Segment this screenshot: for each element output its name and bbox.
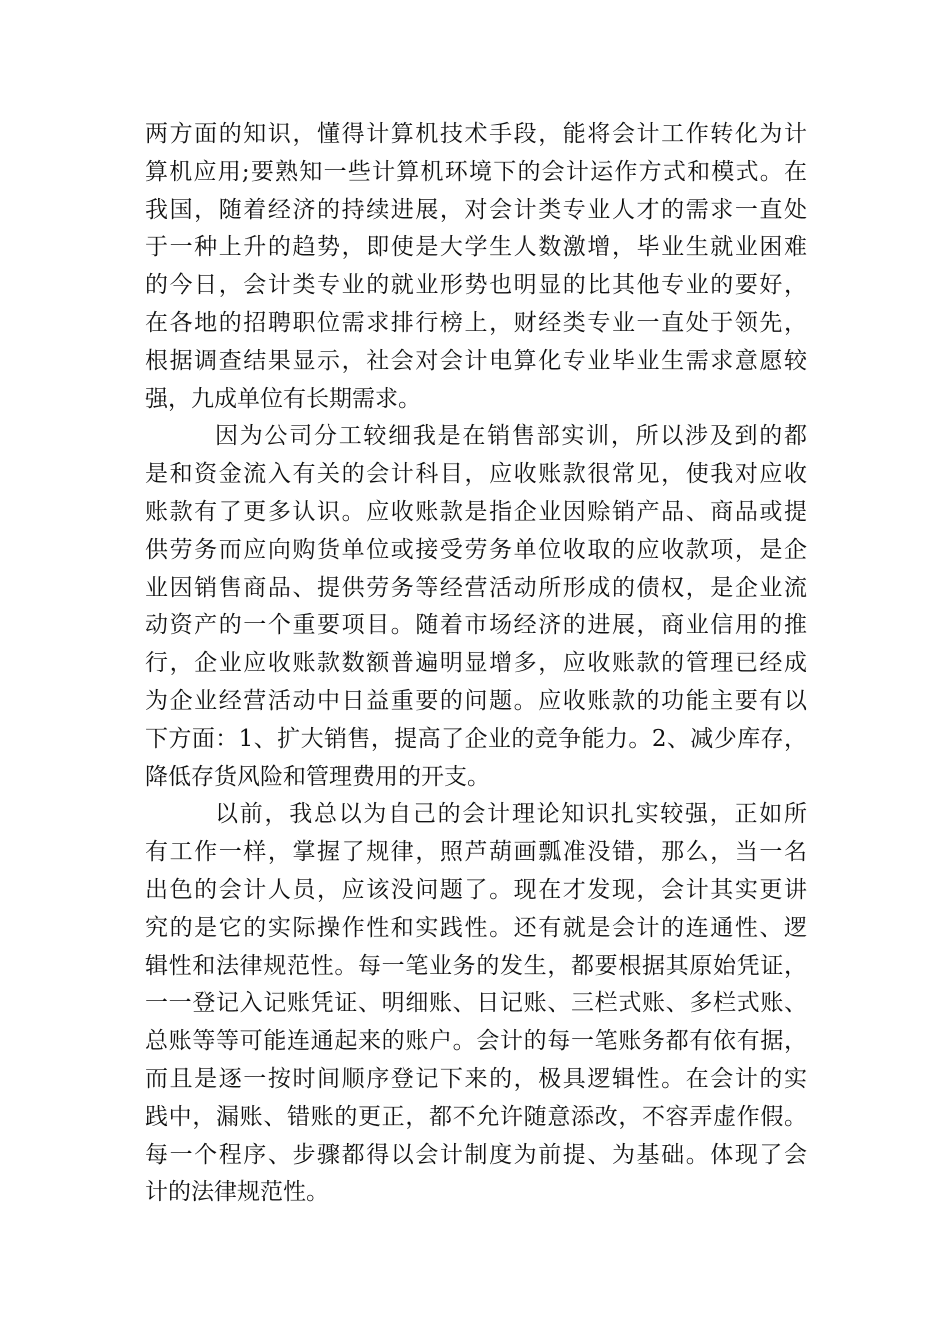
text-line: 以前，我总以为自己的会计理论知识扎实较强，正如所 (215, 801, 807, 828)
text-line: 每一个程序、步骤都得以会计制度为前提、为基础。体现了会 (145, 1141, 807, 1168)
text-line: 于一种上升的趋势，即使是大学生人数激增，毕业生就业困难 (145, 234, 807, 261)
text-line: 一一登记入记账凭证、明细账、日记账、三栏式账、多栏式账、 (145, 990, 807, 1017)
paragraph-3 (145, 796, 807, 1212)
text-line: 强，九成单位有长期需求。 (145, 385, 421, 412)
text-line: 因为公司分工较细我是在销售部实训，所以涉及到的都 (215, 423, 807, 450)
paragraph-1 (145, 116, 807, 418)
text-line: 动资产的一个重要项目。随着市场经济的进展，商业信用的推 (145, 612, 807, 639)
text-line: 供劳务而应向购货单位或接受劳务单位收取的应收款项，是企 (145, 536, 807, 563)
text-line: 而且是逐一按时间顺序登记下来的，极具逻辑性。在会计的实 (145, 1065, 807, 1092)
text-line: 出色的会计人员，应该没问题了。现在才发现，会计其实更讲 (145, 876, 807, 903)
text-line: 两方面的知识，懂得计算机技术手段，能将会计工作转化为计 (145, 121, 807, 147)
text-line: 有工作一样，掌握了规律，照芦葫画瓢准没错，那么，当一名 (145, 839, 807, 866)
text-line: 计的法律规范性。 (145, 1179, 329, 1206)
text-line: 践中，漏账、错账的更正，都不允许随意添改，不容弄虚作假。 (145, 1103, 807, 1130)
text-line: 是和资金流入有关的会计科目，应收账款很常见，使我对应收 (145, 461, 807, 488)
text-line: 根据调查结果显示，社会对会计电算化专业毕业生需求意愿较 (145, 347, 807, 374)
paragraph-2 (145, 418, 807, 796)
text-line: 究的是它的实际操作性和实践性。还有就是会计的连通性、逻 (145, 914, 807, 941)
text-line: 辑性和法律规范性。每一笔业务的发生，都要根据其原始凭证， (145, 952, 807, 979)
text-line: 总账等等可能连通起来的账户。会计的每一笔账务都有依有据， (145, 1028, 807, 1055)
text-line: 为企业经营活动中日益重要的问题。应收账款的功能主要有以 (145, 687, 807, 714)
text-line: 行，企业应收账款数额普遍明显增多，应收账款的管理已经成 (145, 650, 807, 677)
body-text (145, 116, 807, 1212)
text-line: 业因销售商品、提供劳务等经营活动所形成的债权，是企业流 (145, 574, 807, 601)
text-line: 账款有了更多认识。应收账款是指企业因赊销产品、商品或提 (145, 498, 807, 525)
text-line: 算机应用;要熟知一些计算机环境下的会计运作方式和模式。在 (145, 158, 807, 185)
text-line: 在各地的招聘职位需求排行榜上，财经类专业一直处于领先， (145, 309, 807, 336)
text-line: 下方面：1、扩大销售，提高了企业的竞争能力。2、减少库存， (145, 725, 807, 752)
text-line: 降低存货风险和管理费用的开支。 (145, 763, 490, 790)
text-line: 的今日，会计类专业的就业形势也明显的比其他专业的要好， (145, 272, 807, 299)
text-line: 我国，随着经济的持续进展，对会计类专业人才的需求一直处 (145, 196, 807, 223)
